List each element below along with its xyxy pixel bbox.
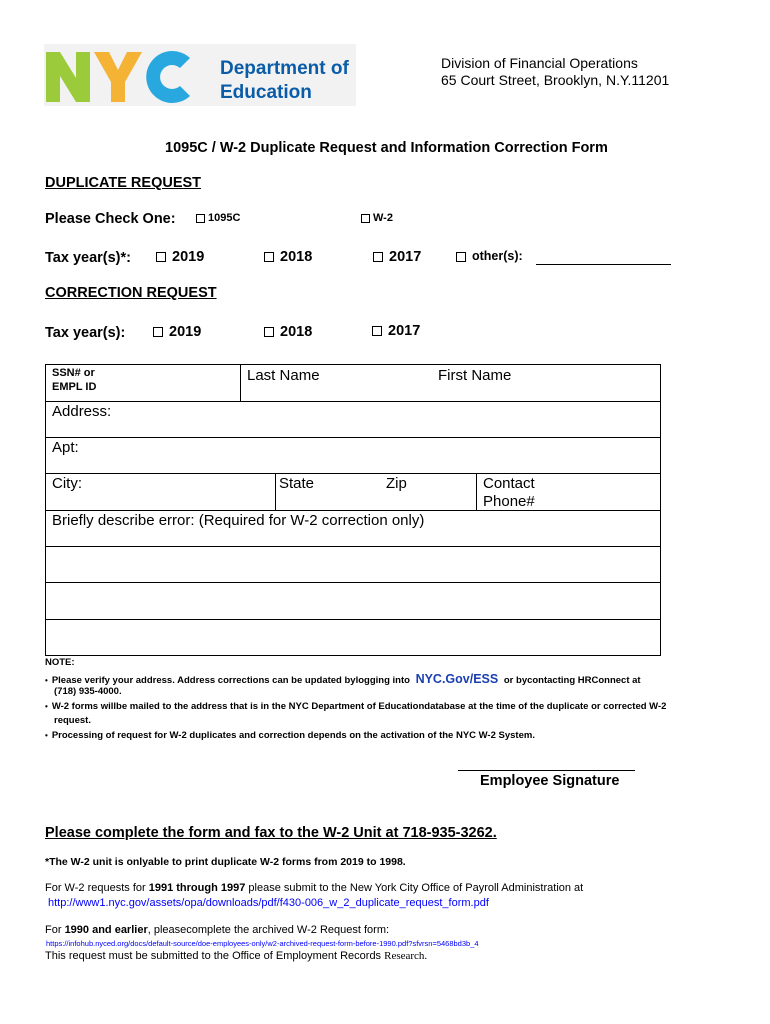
dup-tax-year-label: Tax year(s)*:	[45, 250, 131, 266]
apt-field[interactable]: Apt:	[52, 439, 79, 456]
archive-link[interactable]: https://infohub.nyced.org/docs/default-source/doe-employees-only/w2-archived-request-form-before-1990.pdf?sfvrsn=5468bd3b_4	[46, 939, 479, 948]
check-one-label: Please Check One:	[45, 211, 176, 227]
option-1095c[interactable]: 1095C	[196, 212, 240, 224]
nyc-doe-logo	[44, 44, 356, 106]
first-name-field[interactable]: First Name	[438, 367, 512, 384]
info-table	[45, 364, 661, 656]
other-years-line[interactable]	[536, 264, 671, 265]
opa-link[interactable]: http://www1.nyc.gov/assets/opa/downloads/pdf/f430-006_w_2_duplicate_request_form.pdf	[48, 897, 489, 909]
option-w2[interactable]: W-2	[361, 212, 393, 224]
checkbox-dup-2018[interactable]	[264, 252, 274, 262]
fax-instruction: Please complete the form and fax to the W-2 Unit at 718-935-3262.	[45, 825, 497, 841]
note-1: • Please verify your address. Address corrections can be updated bylogging into NYC.Gov/ESS or bycontacting HRConnect at	[45, 672, 641, 686]
dup-other-option[interactable]: other(s):	[456, 249, 523, 263]
error-description-field[interactable]: Briefly describe error: (Required for W-2 correction only)	[52, 512, 425, 529]
dup-year-option[interactable]: 2018	[264, 249, 312, 265]
dup-year-option[interactable]: 2017	[373, 249, 421, 265]
checkbox-dup-2017[interactable]	[373, 252, 383, 262]
division-address: 65 Court Street, Brooklyn, N.Y.11201	[441, 72, 670, 88]
note-3: • Processing of request for W-2 duplicates and correction depends on the activation of the NYC W-2 System.	[45, 730, 535, 741]
duplicate-heading: DUPLICATE REQUEST	[45, 175, 202, 191]
signature-label: Employee Signature	[480, 773, 620, 789]
checkbox-cor-2017[interactable]	[372, 326, 382, 336]
state-field[interactable]: State	[279, 475, 315, 492]
cor-year-option[interactable]: 2017	[372, 323, 420, 339]
note-2-cont: request.	[54, 715, 91, 726]
org-line-2: Education	[220, 82, 312, 103]
city-field[interactable]: City:	[52, 475, 82, 492]
checkbox-cor-2018[interactable]	[264, 327, 274, 337]
phone-label[interactable]: Phone#	[483, 493, 535, 510]
checkbox-dup-2019[interactable]	[156, 252, 166, 262]
checkbox-w2[interactable]	[361, 214, 370, 223]
archive-instruction: For 1990 and earlier, pleasecomplete the archived W-2 Request form:	[45, 924, 390, 936]
note-2: • W-2 forms willbe mailed to the address that is in the NYC Department of Educationdatabase at the time of the duplicate or corrected W-2	[45, 701, 667, 712]
cor-year-option[interactable]: 2018	[264, 324, 312, 340]
empl-id-label: EMPL ID	[52, 381, 97, 393]
form-title: 1095C / W-2 Duplicate Request and Information Correction Form	[165, 140, 608, 156]
correction-heading: CORRECTION REQUEST	[45, 285, 217, 301]
checkbox-1095c[interactable]	[196, 214, 205, 223]
note-1-phone: (718) 935-4000.	[54, 686, 122, 697]
address-field[interactable]: Address:	[52, 403, 112, 420]
cor-year-option[interactable]: 2019	[153, 324, 201, 340]
note-heading: NOTE:	[45, 657, 75, 668]
ssn-label: SSN# or	[52, 367, 95, 379]
last-name-field[interactable]: Last Name	[247, 367, 320, 384]
checkbox-dup-other[interactable]	[456, 252, 466, 262]
org-line-1: Department of	[220, 58, 349, 79]
opa-instruction: For W-2 requests for 1991 through 1997 please submit to the New York City Office of Payroll Administration at	[45, 882, 584, 894]
division-name: Division of Financial Operations	[441, 55, 638, 71]
cor-tax-year-label: Tax year(s):	[45, 325, 126, 341]
checkbox-cor-2019[interactable]	[153, 327, 163, 337]
contact-label[interactable]: Contact	[483, 475, 535, 492]
zip-field[interactable]: Zip	[386, 475, 407, 492]
signature-line[interactable]	[458, 770, 635, 771]
ess-link[interactable]: NYC.Gov/ESS	[415, 672, 499, 686]
dup-year-option[interactable]: 2019	[156, 249, 204, 265]
final-note: This request must be submitted to the Office of Employment Records Research.	[45, 950, 428, 962]
w2-unit-note: *The W-2 unit is onlyable to print duplicate W-2 forms from 2019 to 1998.	[45, 856, 406, 868]
